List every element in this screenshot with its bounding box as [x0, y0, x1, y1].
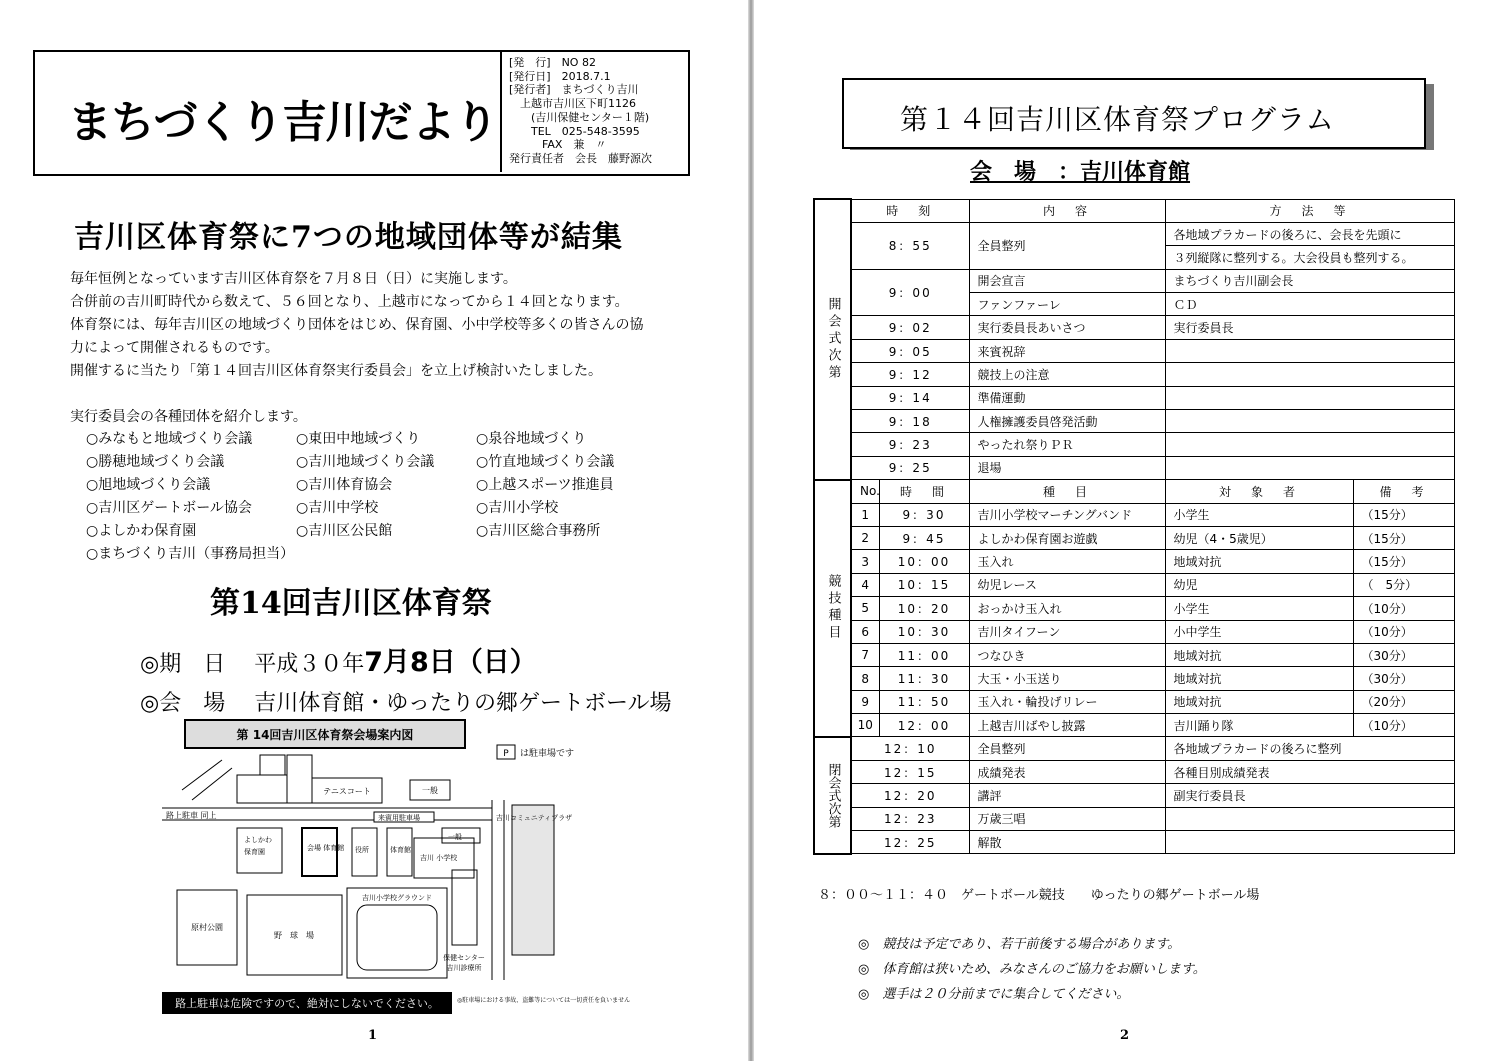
table-row	[814, 316, 1454, 339]
table-row	[814, 620, 1454, 643]
opening-time: 8：55	[851, 222, 969, 269]
header-event: 種 目	[969, 480, 1165, 503]
info-line: TEL 025-548-3595	[509, 124, 640, 138]
legend-text: は駐車場です	[520, 749, 575, 759]
closing-method: 副実行委員長	[1165, 784, 1454, 807]
shisho-label: 役所	[355, 846, 369, 854]
opening-content: 実行委員長あいさつ	[969, 316, 1165, 339]
event-note: （15分）	[1353, 526, 1454, 549]
event-name: 吉川小学校マーチングバンド	[969, 503, 1165, 526]
table-row	[814, 386, 1454, 409]
event-target: 幼児	[1165, 573, 1353, 596]
event-target: 吉川踊り隊	[1165, 714, 1353, 737]
opening-time: 9：25	[851, 456, 969, 479]
vip-parking-label: 来賓用駐車場	[378, 814, 420, 822]
event-no: 6	[851, 620, 879, 643]
table-row	[814, 573, 1454, 596]
table-row	[814, 339, 1454, 362]
event-time: 9：30	[879, 503, 969, 526]
event-time: 11：00	[879, 643, 969, 666]
closing-time: 12：23	[851, 807, 969, 830]
event-no: 9	[851, 690, 879, 713]
org-item: ○吉川中学校	[296, 500, 379, 516]
info-line: [発 行] NO 82	[509, 56, 596, 69]
closing-time: 12：25	[851, 831, 969, 854]
header-target: 対 象 者	[1165, 480, 1353, 503]
org-item: ○旭地域づくり会議	[86, 477, 211, 493]
opening-section-label: 開会式次第	[814, 199, 851, 480]
date-value: 7月8日（日）	[364, 647, 537, 678]
event-target: 小中学生	[1165, 620, 1353, 643]
org-item: ○東田中地域づくり	[296, 431, 421, 447]
event-note: （15分）	[1353, 550, 1454, 573]
event-no: 3	[851, 550, 879, 573]
table-row	[814, 222, 1454, 245]
closing-time: 12：15	[851, 760, 969, 783]
opening-content: 準備運動	[969, 386, 1165, 409]
event-target: 小学生	[1165, 597, 1353, 620]
info-line: [発行者] まちづくり吉川	[509, 83, 639, 97]
opening-method: 実行委員長	[1165, 316, 1454, 339]
org-item: ○吉川地域づくり会議	[296, 454, 435, 470]
table-row	[814, 503, 1454, 526]
event-time: 10：00	[879, 550, 969, 573]
closing-section-label: 閉会式次第	[814, 737, 851, 854]
org-item: ○みなもと地域づくり会議	[86, 431, 253, 447]
event-note: （10分）	[1353, 620, 1454, 643]
closing-method	[1165, 807, 1454, 830]
event-note: （10分）	[1353, 714, 1454, 737]
opening-time: 9：14	[851, 386, 969, 409]
event-no: 8	[851, 667, 879, 690]
ground-label: 吉川小学校グラウンド	[362, 894, 432, 902]
org-item: ○吉川体育協会	[296, 477, 393, 493]
gym-label: 会場 体育館	[307, 844, 345, 852]
park-label: 原村公園	[191, 923, 223, 932]
program-title: 第１４回吉川区体育祭プログラム	[900, 103, 1335, 136]
event-note: （30分）	[1353, 643, 1454, 666]
org-item: ○勝穂地域づくり会議	[86, 454, 225, 470]
date-prefix: 平成３０年	[254, 652, 365, 677]
info-line: (吉川保健センター１階)	[509, 110, 650, 124]
community-label: 吉川コミュニティプラザ	[495, 814, 573, 822]
yoshikawa-label: よしかわ	[244, 836, 272, 844]
event-time: 10：30	[879, 620, 969, 643]
opening-content: ファンファーレ	[969, 293, 1165, 316]
closing-method: 各種目別成績発表	[1165, 760, 1454, 783]
event-name: 幼児レース	[969, 573, 1165, 596]
paragraph-line: 合併前の吉川町時代から数えて、５６回となり、上越市になってから１４回となります。	[70, 294, 629, 310]
event-time: 9：45	[879, 526, 969, 549]
closing-content: 万歳三唱	[969, 807, 1165, 830]
table-row	[814, 643, 1454, 666]
event-time: 10：20	[879, 597, 969, 620]
event-target: 小学生	[1165, 503, 1353, 526]
note-line: ◎ 体育館は狭いため、みなさんのご協力をお願いします。	[858, 962, 1206, 977]
opening-time: 9：00	[851, 269, 969, 316]
event-venue-row	[140, 686, 672, 717]
note-line: ◎ 選手は２０分前までに集合してください。	[858, 987, 1130, 1002]
opening-content: 人権擁護委員啓発活動	[969, 410, 1165, 433]
header-time: 時 刻	[851, 199, 969, 222]
table-row	[814, 831, 1454, 854]
table-row	[814, 269, 1454, 292]
masthead-info	[500, 50, 688, 172]
event-note: （30分）	[1353, 667, 1454, 690]
date-label: ◎期 日	[140, 652, 226, 677]
event-no: 7	[851, 643, 879, 666]
org-item: ○まちづくり吉川（事務局担当）	[86, 546, 295, 562]
opening-header-row	[814, 199, 1454, 222]
event-target: 地域対抗	[1165, 550, 1353, 573]
event-time: 11：50	[879, 690, 969, 713]
map-title: 第 14回吉川区体育祭会場案内図	[236, 728, 414, 742]
table-row	[814, 667, 1454, 690]
page-number-1: 1	[368, 1028, 378, 1043]
org-item: ○竹直地域づくり会議	[476, 454, 615, 470]
event-note: （10分）	[1353, 597, 1454, 620]
table-row	[814, 456, 1454, 479]
opening-method	[1165, 386, 1454, 409]
baseball-label: 野 球 場	[274, 931, 314, 940]
table-row	[814, 714, 1454, 737]
event-date-row	[140, 640, 537, 679]
opening-method	[1165, 410, 1454, 433]
header-content: 内 容	[969, 199, 1165, 222]
org-item: ○よしかわ保育園	[86, 523, 197, 539]
opening-content: 開会宣言	[969, 269, 1165, 292]
closing-content: 成績発表	[969, 760, 1165, 783]
table-row	[814, 690, 1454, 713]
page-number-2: 2	[1120, 1028, 1130, 1043]
shinryo-label: 吉川診療所	[446, 964, 482, 972]
opening-time: 9：05	[851, 339, 969, 362]
opening-method: まちづくり吉川副会長	[1165, 269, 1454, 292]
header-method: 方 法 等	[1165, 199, 1454, 222]
page-divider	[748, 0, 754, 1061]
table-row	[814, 433, 1454, 456]
opening-content: 来賓祝辞	[969, 339, 1165, 362]
event-note: （ 5分）	[1353, 573, 1454, 596]
event-note: （15分）	[1353, 503, 1454, 526]
table-row	[814, 760, 1454, 783]
org-item: ○上越スポーツ推進員	[476, 477, 614, 493]
map-note: ◎駐車場における事故、盗難等については一切責任を負いません	[457, 997, 631, 1004]
event-name: おっかけ玉入れ	[969, 597, 1165, 620]
elem-label: 吉川 小学校	[420, 854, 458, 862]
events-header-row	[814, 480, 1454, 503]
closing-content: 解散	[969, 831, 1165, 854]
event-target: 地域対抗	[1165, 667, 1353, 690]
newsletter-title: まちづくり吉川だより	[68, 97, 498, 148]
event-no: 4	[851, 573, 879, 596]
opening-time: 9：02	[851, 316, 969, 339]
event-target: 幼児（4・5歳児）	[1165, 526, 1353, 549]
event-name: 玉入れ	[969, 550, 1165, 573]
table-row	[814, 597, 1454, 620]
event-target: 地域対抗	[1165, 643, 1353, 666]
gateball-line: ８：００～１１：４０ ゲートボール競技 ゆったりの郷ゲートボール場	[818, 888, 1260, 903]
closing-time: 12：20	[851, 784, 969, 807]
ippan-label-2: 一般	[448, 833, 462, 841]
header-event-time: 時 間	[879, 480, 969, 503]
event-name: 吉川タイフーン	[969, 620, 1165, 643]
opening-method	[1165, 456, 1454, 479]
closing-content: 全員整列	[969, 737, 1165, 760]
paragraph-line: 力によって開催されるものです。	[70, 340, 279, 356]
info-line: FAX 兼 〃	[509, 138, 607, 152]
closing-time: 12：10	[851, 737, 969, 760]
event-name: 玉入れ・輪投げリレー	[969, 690, 1165, 713]
opening-method: ３列縦隊に整列する。大会役員も整列する。	[1165, 246, 1454, 269]
org-item: ○吉川区ゲートボール協会	[86, 500, 252, 516]
event-no: 5	[851, 597, 879, 620]
event-no: 2	[851, 526, 879, 549]
opening-content: やったれ祭りＰＲ	[969, 433, 1165, 456]
org-item: ○吉川区総合事務所	[476, 523, 601, 539]
event-name: 大玉・小玉送り	[969, 667, 1165, 690]
event-title: 第14回吉川区体育祭	[210, 586, 492, 621]
hokenc-label: 保健センター	[443, 954, 485, 962]
map-warning: 路上駐車は危険ですので、絶対にしないでください。	[175, 997, 439, 1010]
opening-time: 9：18	[851, 410, 969, 433]
legend-mark: P	[503, 749, 509, 759]
header-no: No.	[851, 480, 879, 503]
program-venue: 会 場 ：吉川体育館	[970, 160, 1191, 185]
ippan-label-1: 一般	[422, 786, 438, 795]
closing-method: 各地域プラカードの後ろに整列	[1165, 737, 1454, 760]
event-time: 10：15	[879, 573, 969, 596]
tennis-label: テニスコート	[323, 787, 371, 796]
venue-value: 吉川体育館・ゆったりの郷ゲートボール場	[254, 691, 672, 716]
org-item: ○泉谷地域づくり	[476, 431, 587, 447]
info-line: [発行日] 2018.7.1	[509, 69, 611, 83]
venue-map	[152, 720, 631, 1026]
table-row	[814, 784, 1454, 807]
opening-content: 競技上の注意	[969, 363, 1165, 386]
opening-time: 9：23	[851, 433, 969, 456]
event-no: 10	[851, 714, 879, 737]
map-drawing	[152, 720, 631, 1026]
events-section-label: 競技種目	[814, 480, 851, 737]
opening-time: 9：12	[851, 363, 969, 386]
venue-label: ◎会 場	[140, 691, 226, 716]
opening-method	[1165, 339, 1454, 362]
roadside-label: 路上駐車 同上	[166, 811, 217, 820]
opening-method	[1165, 363, 1454, 386]
paragraph-line: 開催するに当たり「第１４回吉川区体育祭実行委員会」を立上げ検討いたしました。	[70, 363, 602, 379]
table-row	[814, 807, 1454, 830]
orgs-intro: 実行委員会の各種団体を紹介します。	[70, 409, 307, 425]
info-line: 上越市吉川区下町1126	[509, 97, 636, 111]
program-table	[813, 198, 1455, 855]
opening-method	[1165, 433, 1454, 456]
event-name: つなひき	[969, 643, 1165, 666]
org-item: ○吉川区公民館	[296, 523, 393, 539]
table-row	[814, 526, 1454, 549]
paragraph-line: 体育祭には、毎年吉川区の地域づくり団体をはじめ、保育園、小中学校等多くの皆さんの協	[70, 317, 644, 333]
opening-method: ＣＤ	[1165, 293, 1454, 316]
opening-content: 全員整列	[969, 222, 1165, 269]
org-item: ○吉川小学校	[476, 500, 559, 516]
event-time: 12：00	[879, 714, 969, 737]
event-target: 地域対抗	[1165, 690, 1353, 713]
paragraph-line: 毎年恒例となっています吉川区体育祭を７月８日（日）に実施します。	[70, 271, 517, 287]
hoikuen-label: 保育園	[244, 848, 265, 856]
event-no: 1	[851, 503, 879, 526]
note-line: ◎ 競技は予定であり、若干前後する場合があります。	[858, 937, 1181, 952]
event-note: （20分）	[1353, 690, 1454, 713]
headline: 吉川区体育祭に7つの地域団体等が結集	[74, 220, 623, 255]
table-row	[814, 737, 1454, 760]
opening-method: 各地域プラカードの後ろに、会長を先頭に	[1165, 222, 1454, 245]
taiikukan-label: 体育館	[390, 846, 411, 854]
opening-content: 退場	[969, 456, 1165, 479]
closing-method	[1165, 831, 1454, 854]
header-note: 備 考	[1353, 480, 1454, 503]
table-row	[814, 550, 1454, 573]
table-row	[814, 410, 1454, 433]
table-row	[814, 363, 1454, 386]
event-name: 上越吉川ばやし披露	[969, 714, 1165, 737]
closing-content: 講評	[969, 784, 1165, 807]
info-line: 発行責任者 会長 藤野源次	[509, 151, 652, 165]
event-time: 11：30	[879, 667, 969, 690]
event-name: よしかわ保育園お遊戯	[969, 526, 1165, 549]
